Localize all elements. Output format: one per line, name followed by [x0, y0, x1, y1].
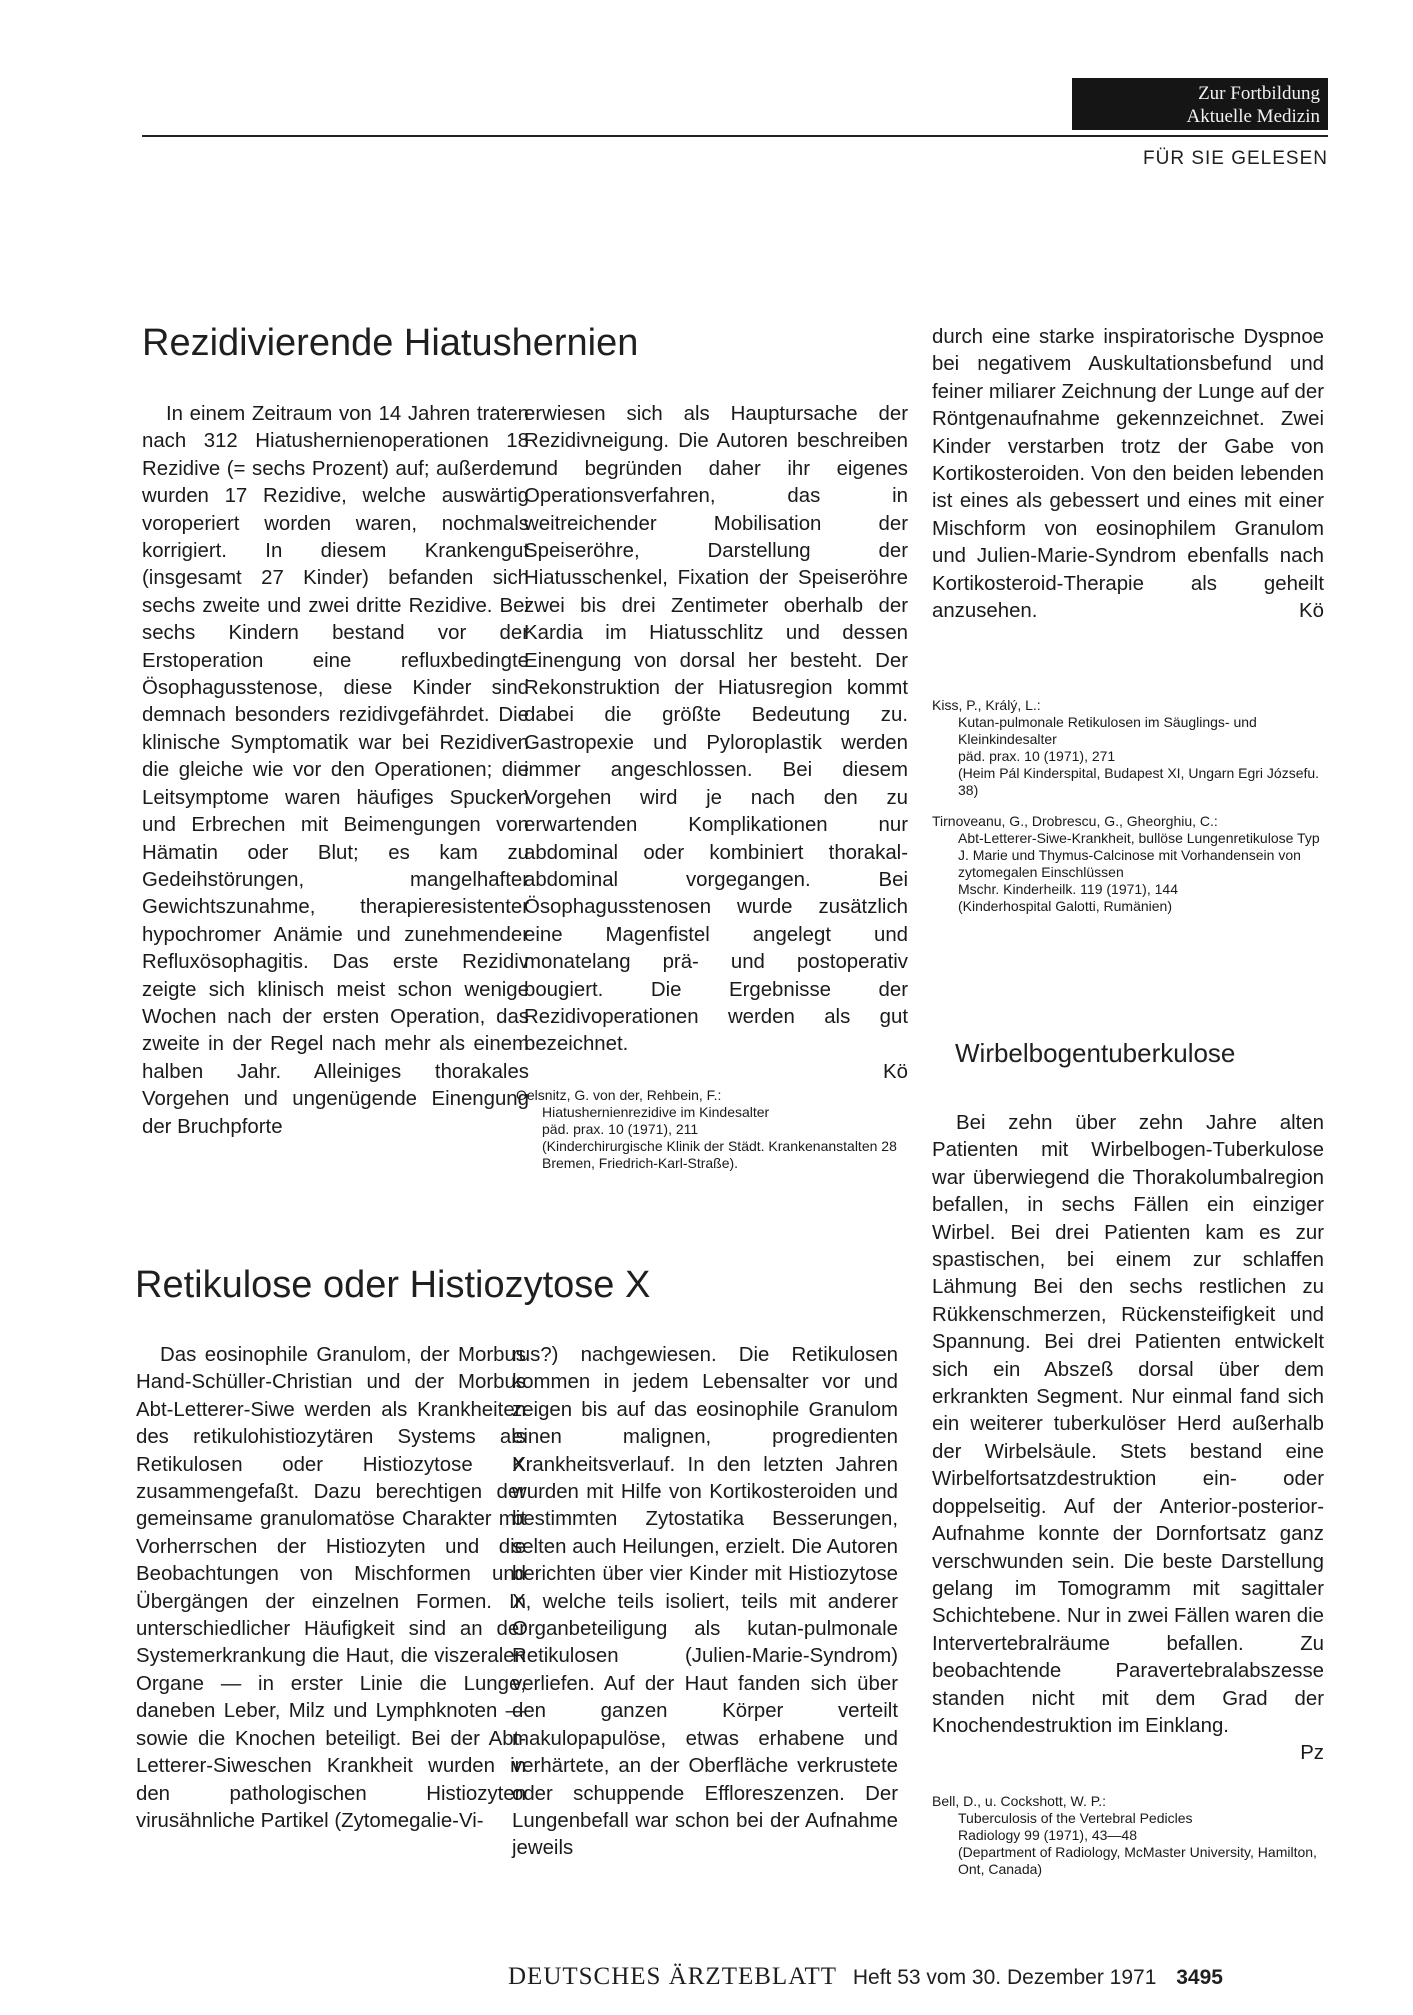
reference-title: Abt-Letterer-Siwe-Krankheit, bullöse Lungenretikulose Typ J. Marie und Thymus-Calcinose mit Vorhandensein von zytomegalen Einschlüssen: [958, 830, 1320, 880]
reference-authors: Bell, D., u. Cockshott, W. P.:: [932, 1793, 1107, 1809]
article1-text-1: In einem Zeitraum von 14 Jahren traten nach 312 Hiatushernienoperationen 18 Rezidive (= sechs Prozent) auf; außerdem wurden 17 Rezidive, welche auswärtig voroperiert worden waren, nochmals korrigiert. In diesem Krankengut (insgesamt 27 Kinder) befanden sich sechs zweite und zwei dritte Rezidive. Bei sechs Kindern bestand vor der Erstoperation eine refluxbedingte Ösophagusstenose, diese Kinder sind demnach besonders rezidivgefährdet. Die klinische Symptomatik war bei Rezidiven die gleiche wie vor den Operationen; die Leitsymptome waren häufiges Spucken und Erbrechen mit Beimengungen von Hämatin oder Blut; es kam zu Gedeihstörungen, mangelhafter Gewichtszunahme, therapieresistenter hypochromer Anämie und zunehmender Refluxösophagitis. Das erste Rezidiv zeigte sich klinisch meist schon wenige Wochen nach der ersten Operation, das zweite in der Regel nach mehr als einem halben Jahr. Alleiniges thorakales Vorgehen und ungenügende Einengung der Bruchpforte: [142, 403, 529, 1138]
article2-references: [932, 697, 1324, 929]
article1-reference: [516, 1087, 908, 1186]
article1-column-1: [142, 401, 529, 1141]
reference-item: [932, 697, 1324, 799]
reference-authors: Kiss, P., Králý, L.:: [932, 697, 1041, 713]
article1-text-2: erwiesen sich als Hauptursache der Rezidivneigung. Die Autoren beschreiben und begründen daher ihr eigenes Operationsverfahren, das in weitreichender Mobilisation der Speiseröhre, Darstellung der Hiatusschenkel, Fixation der Speiseröhre zwei bis drei Zentimeter oberhalb der Kardia im Hiatusschlitz und dessen Einengung von dorsal her besteht. Der Rekonstruktion der Hiatusregion kommt dabei die größte Bedeutung zu. Gastropexie und Pyloroplastik werden immer angeschlossen. Bei diesem Vorgehen wird je nach den zu erwartenden Komplikationen nur abdominal oder kombiniert thorakal-abdominal vorgegangen. Bei Ösophagusstenosen wurde zusätzlich eine Magenfistel angelegt und monatelang prä- und postoperativ bougiert. Die Ergebnisse der Rezidivoperationen werden als gut bezeichnet.: [524, 403, 908, 1056]
article3-signature: Pz: [1300, 1742, 1324, 1765]
article-title-retikulose: Retikulose oder Histiozytose X: [135, 1264, 651, 1306]
article3-reference: [932, 1793, 1324, 1892]
reference-journal: Radiology 99 (1971), 43—48: [958, 1827, 1138, 1843]
page-number: 3495: [1176, 1966, 1223, 1989]
reference-title: Hiatushernienrezidive im Kindesalter: [542, 1104, 770, 1120]
magazine-name: DEUTSCHES ÄRZTEBLATT: [508, 1963, 838, 1990]
article1-column-2: [524, 401, 908, 1086]
article2-column-1: [136, 1342, 526, 1835]
reference-affiliation: (Kinderchirurgische Klinik der Städt. Krankenanstalten 28 Bremen, Friedrich-Karl-Straße).: [542, 1138, 897, 1171]
article2-text-1: Das eosinophile Granulom, der Morbus Hand-Schüller-Christian und der Morbus Abt-Letterer-Siwe werden als Krankheiten des retikulohistiozytären Systems als Retikulosen oder Histiozytose X zusammengefaßt. Dazu berechtigen der gemeinsame granulomatöse Charakter mit Vorherrschen der Histiozyten und die Beobachtungen von Mischformen und Übergängen der einzelnen Formen. In unterschiedlicher Häufigkeit sind an der Systemerkrankung die Haut, die viszeralen Organe — in erster Linie die Lunge, daneben Leber, Milz und Lymphknoten — sowie die Knochen beteiligt. Bei der Abt-Letterer-Siweschen Krankheit wurden in den pathologischen Histiozyten virusähnliche Partikel (Zytomegalie-Vi-: [136, 1344, 526, 1832]
reference-item: [516, 1087, 908, 1172]
article2-signature: Kö: [1299, 600, 1324, 623]
reference-authors: Tirnoveanu, G., Drobrescu, G., Gheorghiu, C.:: [932, 813, 1218, 829]
reference-item: [932, 1793, 1324, 1878]
reference-journal: päd. prax. 10 (1971), 271: [958, 748, 1116, 764]
reference-item: [932, 813, 1324, 915]
rubric-line-2: Aktuelle Medizin: [1186, 106, 1320, 127]
article3-column: [932, 1110, 1324, 1768]
header-rule: [142, 135, 1328, 137]
section-label: FÜR SIE GELESEN: [1143, 148, 1328, 169]
article-title-wirbelbogentuberkulose: Wirbelbogentuberkulose: [955, 1038, 1236, 1068]
reference-title: Tuberculosis of the Vertebral Pedicles: [958, 1810, 1193, 1826]
reference-affiliation: (Kinderhospital Galotti, Rumänien): [958, 898, 1172, 914]
rubric-line-1: Zur Fortbildung: [1198, 83, 1320, 104]
article2-text-2: rus?) nachgewiesen. Die Retikulosen kommen in jedem Lebensalter vor und zeigen bis auf das eosinophile Granulom einen malignen, progredienten Krankheitsverlauf. In den letzten Jahren wurden mit Hilfe von Kortikosteroiden und bestimmten Zytostatika Besserungen, selten auch Heilungen, erzielt. Die Autoren berichten über vier Kinder mit Histiozytose X, welche teils isoliert, teils mit anderer Organbeteiligung als kutan-pulmonale Retikulosen (Julien-Marie-Syndrom) verliefen. Auf der Haut fanden sich über den ganzen Körper verteilt makulopapulöse, etwas erhabene und verhärtete, an der Oberfläche verkrustete oder schuppende Effloreszenzen. Der Lungenbefall war schon bei der Aufnahme jeweils: [512, 1344, 898, 1860]
reference-affiliation: (Department of Radiology, McMaster University, Hamilton, Ont, Canada): [958, 1844, 1317, 1877]
page-footer: [508, 1963, 1223, 1991]
issue-info: Heft 53 vom 30. Dezember 1971: [852, 1966, 1157, 1989]
article3-text: Bei zehn über zehn Jahre alten Patienten mit Wirbelbogen-Tuberkulose war überwiegend die Thorakolumbalregion befallen, in sechs Fällen ein einziger Wirbel. Bei drei Patienten kam es zur spastischen, bei einem zur schlaffen Lähmung Bei den sechs restlichen zu Rükkenschmerzen, Rückensteifigkeit und Spannung. Bei drei Patienten entwickelt sich ein Abszeß dorsal über dem erkrankten Segment. Nur einmal fand sich ein weiterer tuberkulöser Herd außerhalb der Wirbelsäule. Stets bestand eine Wirbelfortsatzdestruktion ein- oder doppelseitig. Auf der Anterior-posterior-Aufnahme konnte der Dornfortsatz ganz verschwunden sein. Die beste Darstellung gelang im Tomogramm mit sagittaler Schichtebene. Nur in zwei Fällen waren die Intervertebralräume befallen. Zu beobachtende Paravertebralabszesse standen nicht mit dem Grad der Knochendestruktion im Einklang.: [932, 1112, 1324, 1737]
reference-journal: Mschr. Kinderheilk. 119 (1971), 144: [958, 881, 1178, 897]
article1-signature: Kö: [883, 1060, 908, 1083]
article-title-hiatushernien: Rezidivierende Hiatushernien: [142, 322, 639, 364]
reference-journal: päd. prax. 10 (1971), 211: [542, 1121, 699, 1137]
rubric-badge: [1072, 78, 1328, 130]
article2-column-2: [512, 1342, 898, 1863]
article2-text-3: durch eine starke inspiratorische Dyspnoe bei negativem Auskultationsbefund und feiner miliarer Zeichnung der Lunge auf der Röntgenaufnahme gekennzeichnet. Zwei Kinder verstarben trotz der Gabe von Kortikosteroiden. Von den beiden lebenden ist eines als gebessert und eines mit einer Mischform von eosinophilem Granulom und Julien-Marie-Syndrom ebenfalls nach Kortikosteroid-Therapie als geheilt anzusehen.: [932, 326, 1324, 623]
article2-column-3: [932, 324, 1324, 626]
reference-title: Kutan-pulmonale Retikulosen im Säuglings- und Kleinkindesalter: [958, 714, 1257, 747]
reference-authors: Oelsnitz, G. von der, Rehbein, F.:: [516, 1087, 722, 1103]
reference-affiliation: (Heim Pál Kinderspital, Budapest XI, Ungarn Egri Józsefu. 38): [958, 765, 1320, 798]
